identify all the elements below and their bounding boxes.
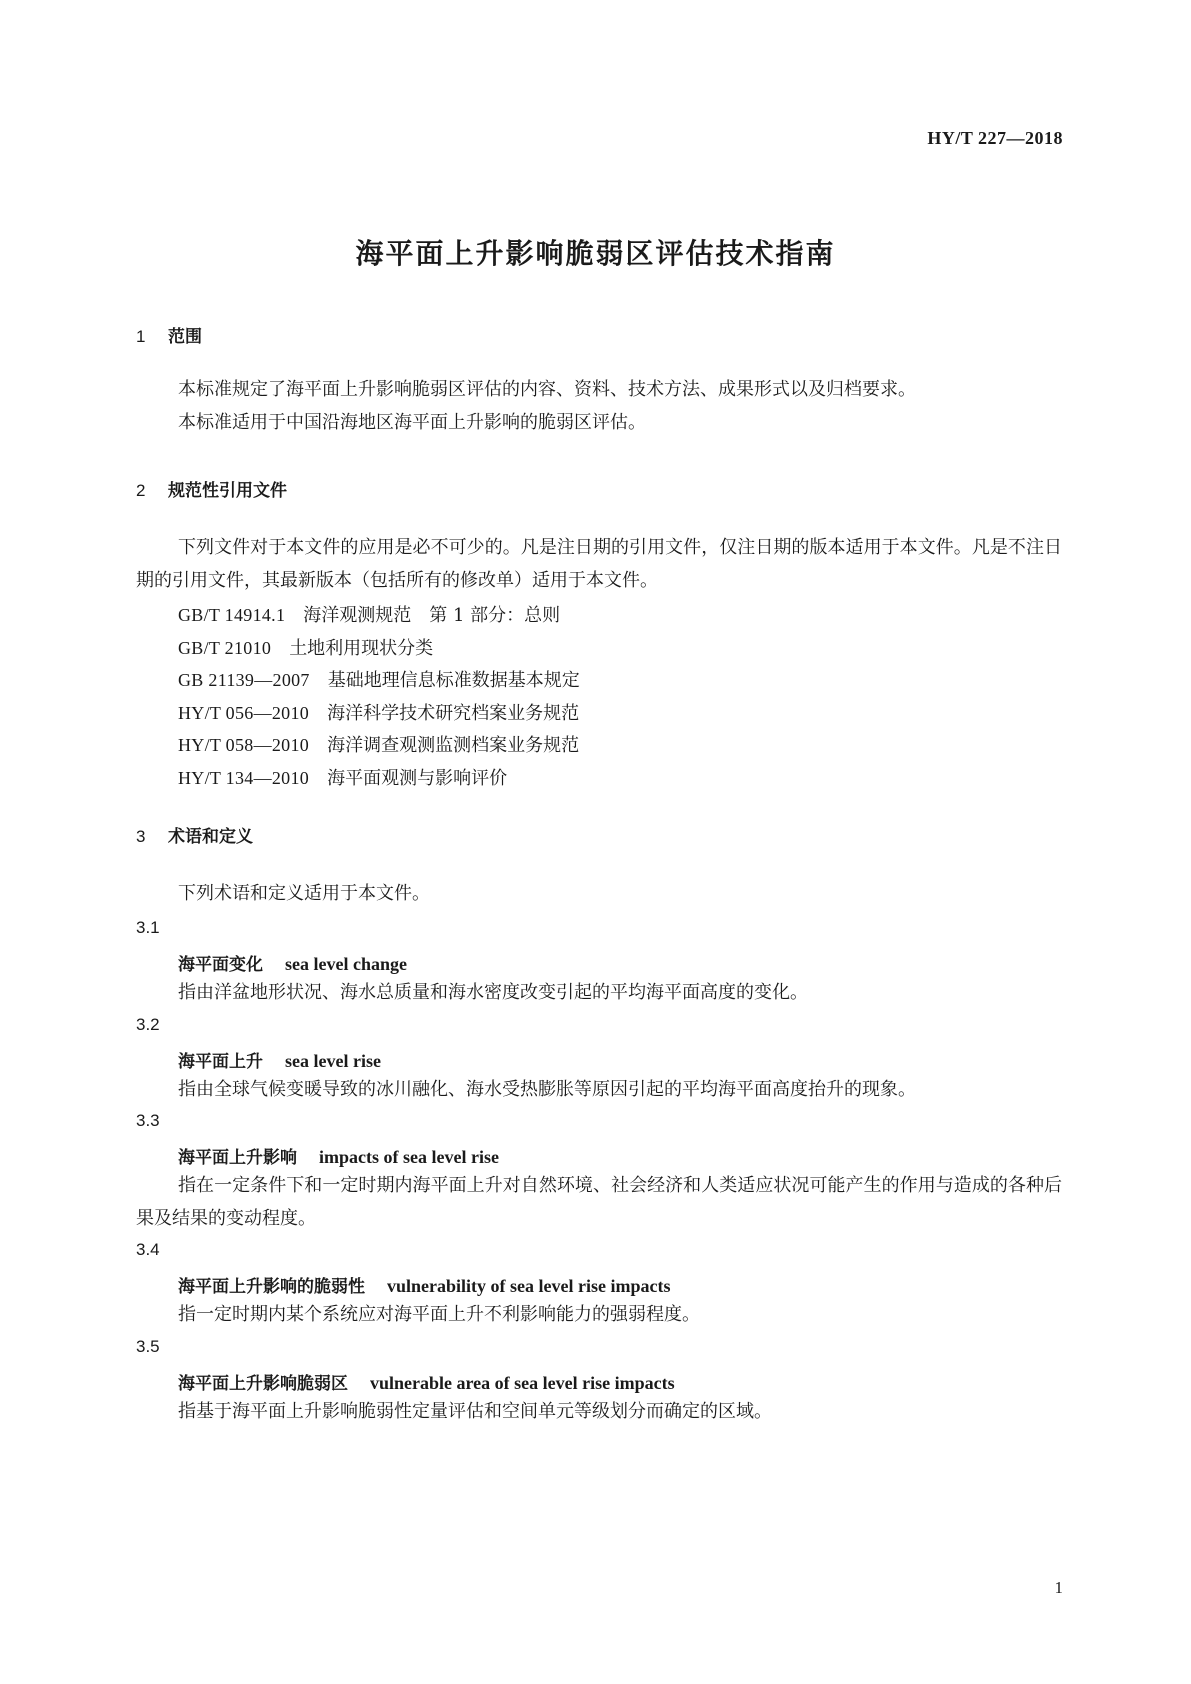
document-title: 海平面上升影响脆弱区评估技术指南: [355, 237, 836, 270]
reference-item: [178, 601, 560, 627]
term-zh: 海平面变化: [178, 955, 263, 975]
reference-name: 土地利用现状分类: [289, 638, 434, 659]
clause-number: 3.2: [136, 1015, 160, 1034]
clause-number: 3.1: [136, 918, 160, 937]
reference-code: GB/T 21010: [178, 638, 272, 658]
clause-number: 3.3: [136, 1111, 160, 1130]
clause-number: 3.4: [136, 1240, 160, 1259]
section-title: 范围: [168, 327, 202, 347]
reference-item: [178, 699, 579, 725]
section-3-heading: [136, 822, 253, 847]
terms-intro-paragraph: 下列术语和定义适用于本文件。: [178, 883, 430, 904]
reference-code: HY/T 134—2010: [178, 768, 310, 788]
reference-name: 基础地理信息标准数据基本规定: [327, 670, 580, 691]
term-en: sea level change: [285, 954, 407, 974]
term-entry: [178, 1369, 675, 1394]
term-zh: 海平面上升影响脆弱区: [178, 1374, 348, 1394]
section-title: 术语和定义: [168, 827, 253, 847]
reference-item: [178, 634, 433, 660]
section-2-heading: [136, 476, 287, 501]
reference-item: [178, 666, 580, 692]
reference-name: 海洋科学技术研究档案业务规范: [327, 703, 580, 724]
reference-item: [178, 731, 579, 757]
term-entry: [178, 1272, 670, 1297]
reference-name: 海洋观测规范 第 1 部分：总则: [303, 605, 561, 626]
clause-number: 3.5: [136, 1337, 160, 1356]
standard-code: HY/T 227—2018: [927, 128, 1063, 148]
section-1-heading: [136, 322, 202, 347]
term-definition: 指由全球气候变暖导致的冰川融化、海水受热膨胀等原因引起的平均海平面高度抬升的现象。: [178, 1079, 916, 1100]
term-en: impacts of sea level rise: [319, 1147, 499, 1167]
reference-code: HY/T 058—2010: [178, 735, 310, 755]
term-definition: 指在一定条件下和一定时期内海平面上升对自然环境、社会经济和人类适应状况可能产生的作用与造成的各种后果及结果的变动程度。: [136, 1175, 1062, 1229]
reference-name: 海洋调查观测监测档案业务规范: [327, 735, 580, 756]
term-definition: 指由洋盆地形状况、海水总质量和海水密度改变引起的平均海平面高度的变化。: [178, 982, 808, 1003]
reference-code: HY/T 056—2010: [178, 703, 310, 723]
term-en: vulnerable area of sea level rise impacts: [370, 1373, 675, 1393]
section-number: 3: [136, 827, 146, 846]
reference-code: GB/T 14914.1: [178, 605, 286, 625]
reference-code: GB 21139—2007: [178, 670, 310, 690]
term-entry: [178, 950, 407, 975]
term-zh: 海平面上升: [178, 1052, 263, 1072]
references-intro-paragraph: 下列文件对于本文件的应用是必不可少的。凡是注日期的引用文件，仅注日期的版本适用于本文件。凡是不注日期的引用文件，其最新版本（包括所有的修改单）适用于本文件。: [136, 537, 1062, 591]
term-definition: 指一定时期内某个系统应对海平面上升不利影响能力的强弱程度。: [178, 1304, 700, 1325]
reference-name: 海平面观测与影响评价: [327, 768, 508, 789]
section-title: 规范性引用文件: [168, 481, 287, 501]
term-en: vulnerability of sea level rise impacts: [387, 1276, 671, 1296]
page-number: 1: [1054, 1578, 1063, 1597]
term-entry: [178, 1143, 499, 1168]
term-zh: 海平面上升影响: [178, 1148, 297, 1168]
term-zh: 海平面上升影响的脆弱性: [178, 1277, 365, 1297]
term-entry: [178, 1047, 381, 1072]
section-number: 2: [136, 481, 146, 500]
scope-paragraph-1: 本标准规定了海平面上升影响脆弱区评估的内容、资料、技术方法、成果形式以及归档要求。: [178, 379, 916, 400]
term-en: sea level rise: [285, 1051, 381, 1071]
scope-paragraph-2: 本标准适用于中国沿海地区海平面上升影响的脆弱区评估。: [178, 412, 646, 433]
section-number: 1: [136, 327, 146, 346]
term-definition: 指基于海平面上升影响脆弱性定量评估和空间单元等级划分而确定的区域。: [178, 1401, 772, 1422]
reference-item: [178, 764, 507, 790]
